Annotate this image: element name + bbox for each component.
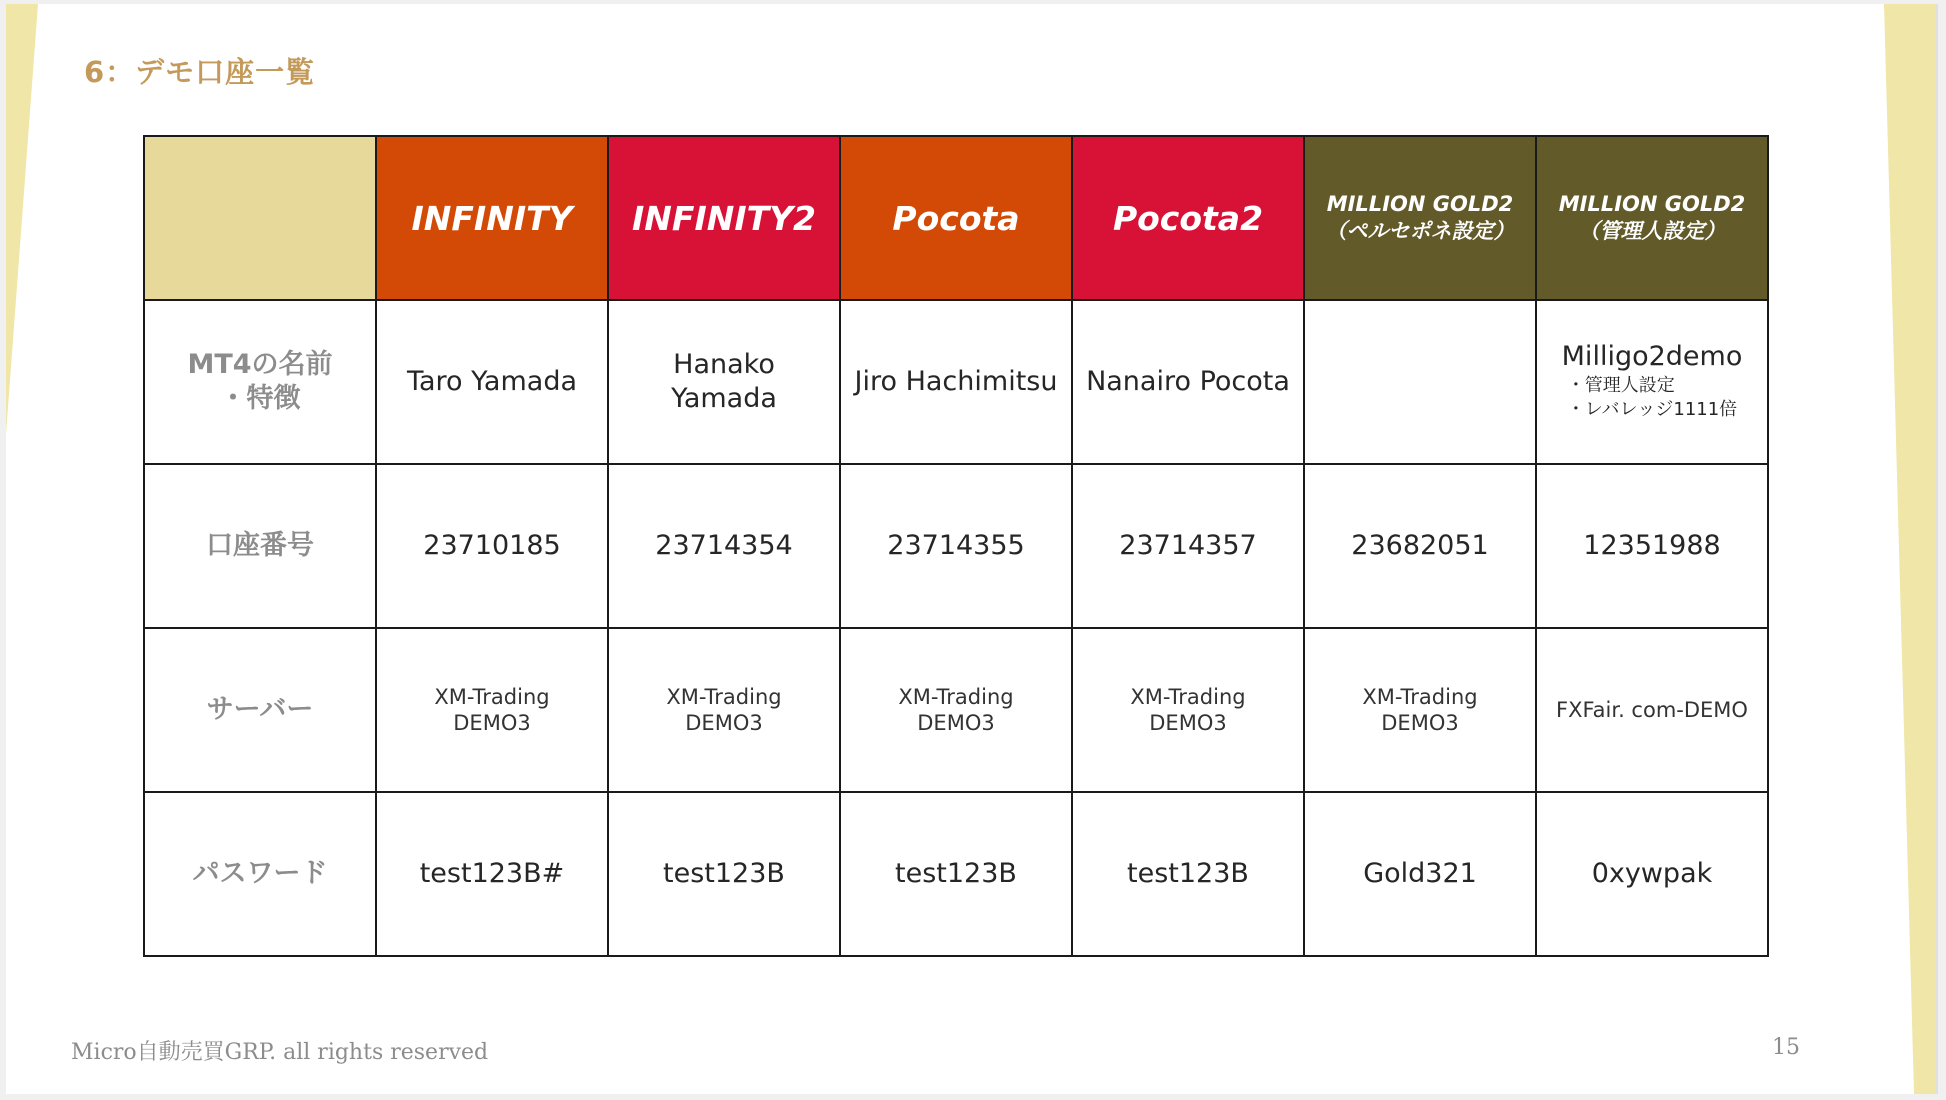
- column-header-label: Pocota: [892, 198, 1020, 238]
- footer-copyright: Micro自動売買GRP. all rights reserved: [71, 1040, 489, 1065]
- server-cell: [840, 628, 1072, 792]
- column-header-label: INFINITY2: [632, 198, 816, 238]
- account-number-cell: 23710185: [376, 464, 608, 628]
- mt4-name: Jiro Hachimitsu: [854, 366, 1058, 397]
- mt4-name: Milligo2demo: [1561, 341, 1743, 372]
- account-number-cell: 23682051: [1304, 464, 1536, 628]
- mt4-name-line: Yamada: [671, 383, 777, 414]
- mt4-name-cell-empty: [1304, 300, 1536, 464]
- column-header-sublabel: （ペルセポネ設定）: [1325, 219, 1515, 243]
- password-cell: test123B#: [376, 792, 608, 956]
- password-cell: test123B: [840, 792, 1072, 956]
- server-cell: [376, 628, 608, 792]
- row-label-mt4-name: [144, 300, 376, 464]
- account-number-cell: 23714354: [608, 464, 840, 628]
- column-header-pocota2: [1072, 136, 1304, 300]
- row-label-line: ・特徴: [219, 383, 301, 414]
- server-cell: [1536, 628, 1768, 792]
- account-number-cell: 23714355: [840, 464, 1072, 628]
- column-header-infinity2: [608, 136, 840, 300]
- server-cell: [1072, 628, 1304, 792]
- slide-title: 6：デモ口座一覧: [84, 55, 316, 89]
- server-line: FXFair. com-DEMO: [1556, 698, 1748, 722]
- server-line: DEMO3: [917, 711, 995, 735]
- server-line: XM-Trading: [1130, 685, 1246, 709]
- row-label-server: サーバー: [144, 628, 376, 792]
- mt4-name-cell: [1072, 300, 1304, 464]
- feature-note: ・管理人設定: [1566, 375, 1675, 396]
- server-line: DEMO3: [1149, 711, 1227, 735]
- column-header-label: Pocota2: [1112, 198, 1264, 238]
- password-row: [144, 792, 1768, 956]
- mt4-name-cell: [608, 300, 840, 464]
- server-line: XM-Trading: [666, 685, 782, 709]
- column-header-label: INFINITY: [411, 198, 573, 238]
- mt4-name-cell: [376, 300, 608, 464]
- mt4-name-cell: [840, 300, 1072, 464]
- server-line: DEMO3: [1381, 711, 1459, 735]
- slide: [6, 4, 1938, 1094]
- column-header-pocota: [840, 136, 1072, 300]
- server-line: XM-Trading: [898, 685, 1014, 709]
- column-header-label: MILLION GOLD2: [1326, 192, 1514, 216]
- account-number-cell: 12351988: [1536, 464, 1768, 628]
- mt4-name: Taro Yamada: [406, 366, 578, 397]
- server-line: XM-Trading: [1362, 685, 1478, 709]
- account-number-cell: 23714357: [1072, 464, 1304, 628]
- row-label-password: パスワード: [144, 792, 376, 956]
- password-cell: test123B: [1072, 792, 1304, 956]
- row-label-line: MT4の名前: [187, 349, 333, 380]
- server-cell: [1304, 628, 1536, 792]
- column-header-label: MILLION GOLD2: [1558, 192, 1746, 216]
- mt4-name-line: Hanako: [673, 349, 775, 380]
- server-row: [144, 628, 1768, 792]
- account-number-row: [144, 464, 1768, 628]
- row-label-account-number: 口座番号: [144, 464, 376, 628]
- column-header-million-gold2-persephone: [1304, 136, 1536, 300]
- mt4-name: Nanairo Pocota: [1086, 366, 1290, 397]
- left-accent-stripe: [6, 4, 46, 1094]
- header-row: [144, 136, 1768, 300]
- mt4-feature-notes: [1567, 374, 1737, 422]
- mt4-name-cell: [1536, 300, 1768, 464]
- right-accent-stripe: [1874, 4, 1938, 1094]
- corner-cell: [144, 136, 376, 300]
- demo-accounts-table: [143, 135, 1769, 957]
- password-cell: test123B: [608, 792, 840, 956]
- server-cell: [608, 628, 840, 792]
- column-header-million-gold2-admin: [1536, 136, 1768, 300]
- server-line: XM-Trading: [434, 685, 550, 709]
- password-cell: 0xywpak: [1536, 792, 1768, 956]
- server-line: DEMO3: [453, 711, 531, 735]
- feature-note: ・レバレッジ1111倍: [1566, 399, 1738, 420]
- server-line: DEMO3: [685, 711, 763, 735]
- column-header-sublabel: （管理人設定）: [1578, 219, 1726, 243]
- page-number: 15: [1772, 1035, 1800, 1060]
- mt4-name-row: [144, 300, 1768, 464]
- column-header-infinity: [376, 136, 608, 300]
- password-cell: Gold321: [1304, 792, 1536, 956]
